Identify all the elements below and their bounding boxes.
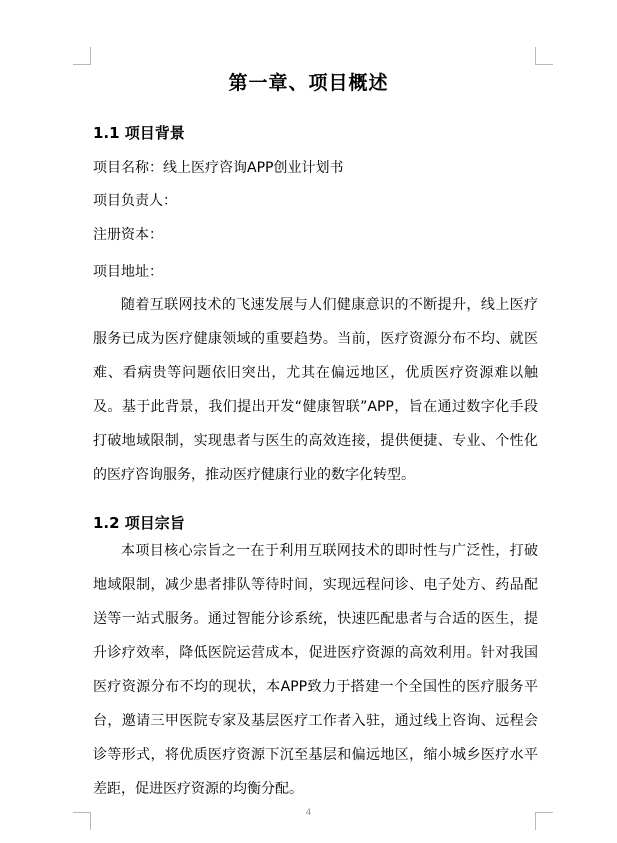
background-paragraph: 随着互联网技术的飞速发展与人们健康意识的不断提升，线上医疗服务已成为医疗健康领域的重要趋势。当前，医疗资源分布不均、就医难、看病贵等问题依旧突出，尤其在偏远地区，优质医疗资源难以触及。基于此背景，我们提出开发“健康智联”APP，旨在通过数字化手段打破地域限制，实现患者与医生的高效连接，提供便捷、专业、个性化的医疗咨询服务，推动医疗健康行业的数字化转型。 <box>93 297 538 483</box>
margin-mark-top-left <box>73 47 91 65</box>
field-project-name: 项目名称：线上医疗咨询APP创业计划书 <box>93 160 344 176</box>
chapter-title: 第一章、项目概述 <box>228 72 389 94</box>
section-heading-background: 1.1 项目背景 <box>93 124 185 142</box>
margin-mark-top-right <box>535 47 553 65</box>
field-project-address: 项目地址： <box>93 264 163 280</box>
page-number: 4 <box>305 808 312 818</box>
purpose-paragraph: 本项目核心宗旨之一在于利用互联网技术的即时性与广泛性，打破地域限制，减少患者排队等待时间，实现远程问诊、电子处方、药品配送等一站式服务。通过智能分诊系统，快速匹配患者与合适的医生，提升诊疗效率，降低医院运营成本，促进医疗资源的高效利用。针对我国医疗资源分布不均的现状，本APP致力于搭建一个全国性的医疗服务平台，邀请三甲医院专家及基层医疗工作者入驻，通过线上咨询、远程会诊等形式，将优质医疗资源下沉至基层和偏远地区，缩小城乡医疗水平差距，促进医疗资源的均衡分配。 <box>93 543 538 797</box>
field-project-lead: 项目负责人： <box>93 193 177 209</box>
section-heading-purpose: 1.2 项目宗旨 <box>93 514 185 532</box>
field-registered-capital: 注册资本： <box>93 227 163 243</box>
